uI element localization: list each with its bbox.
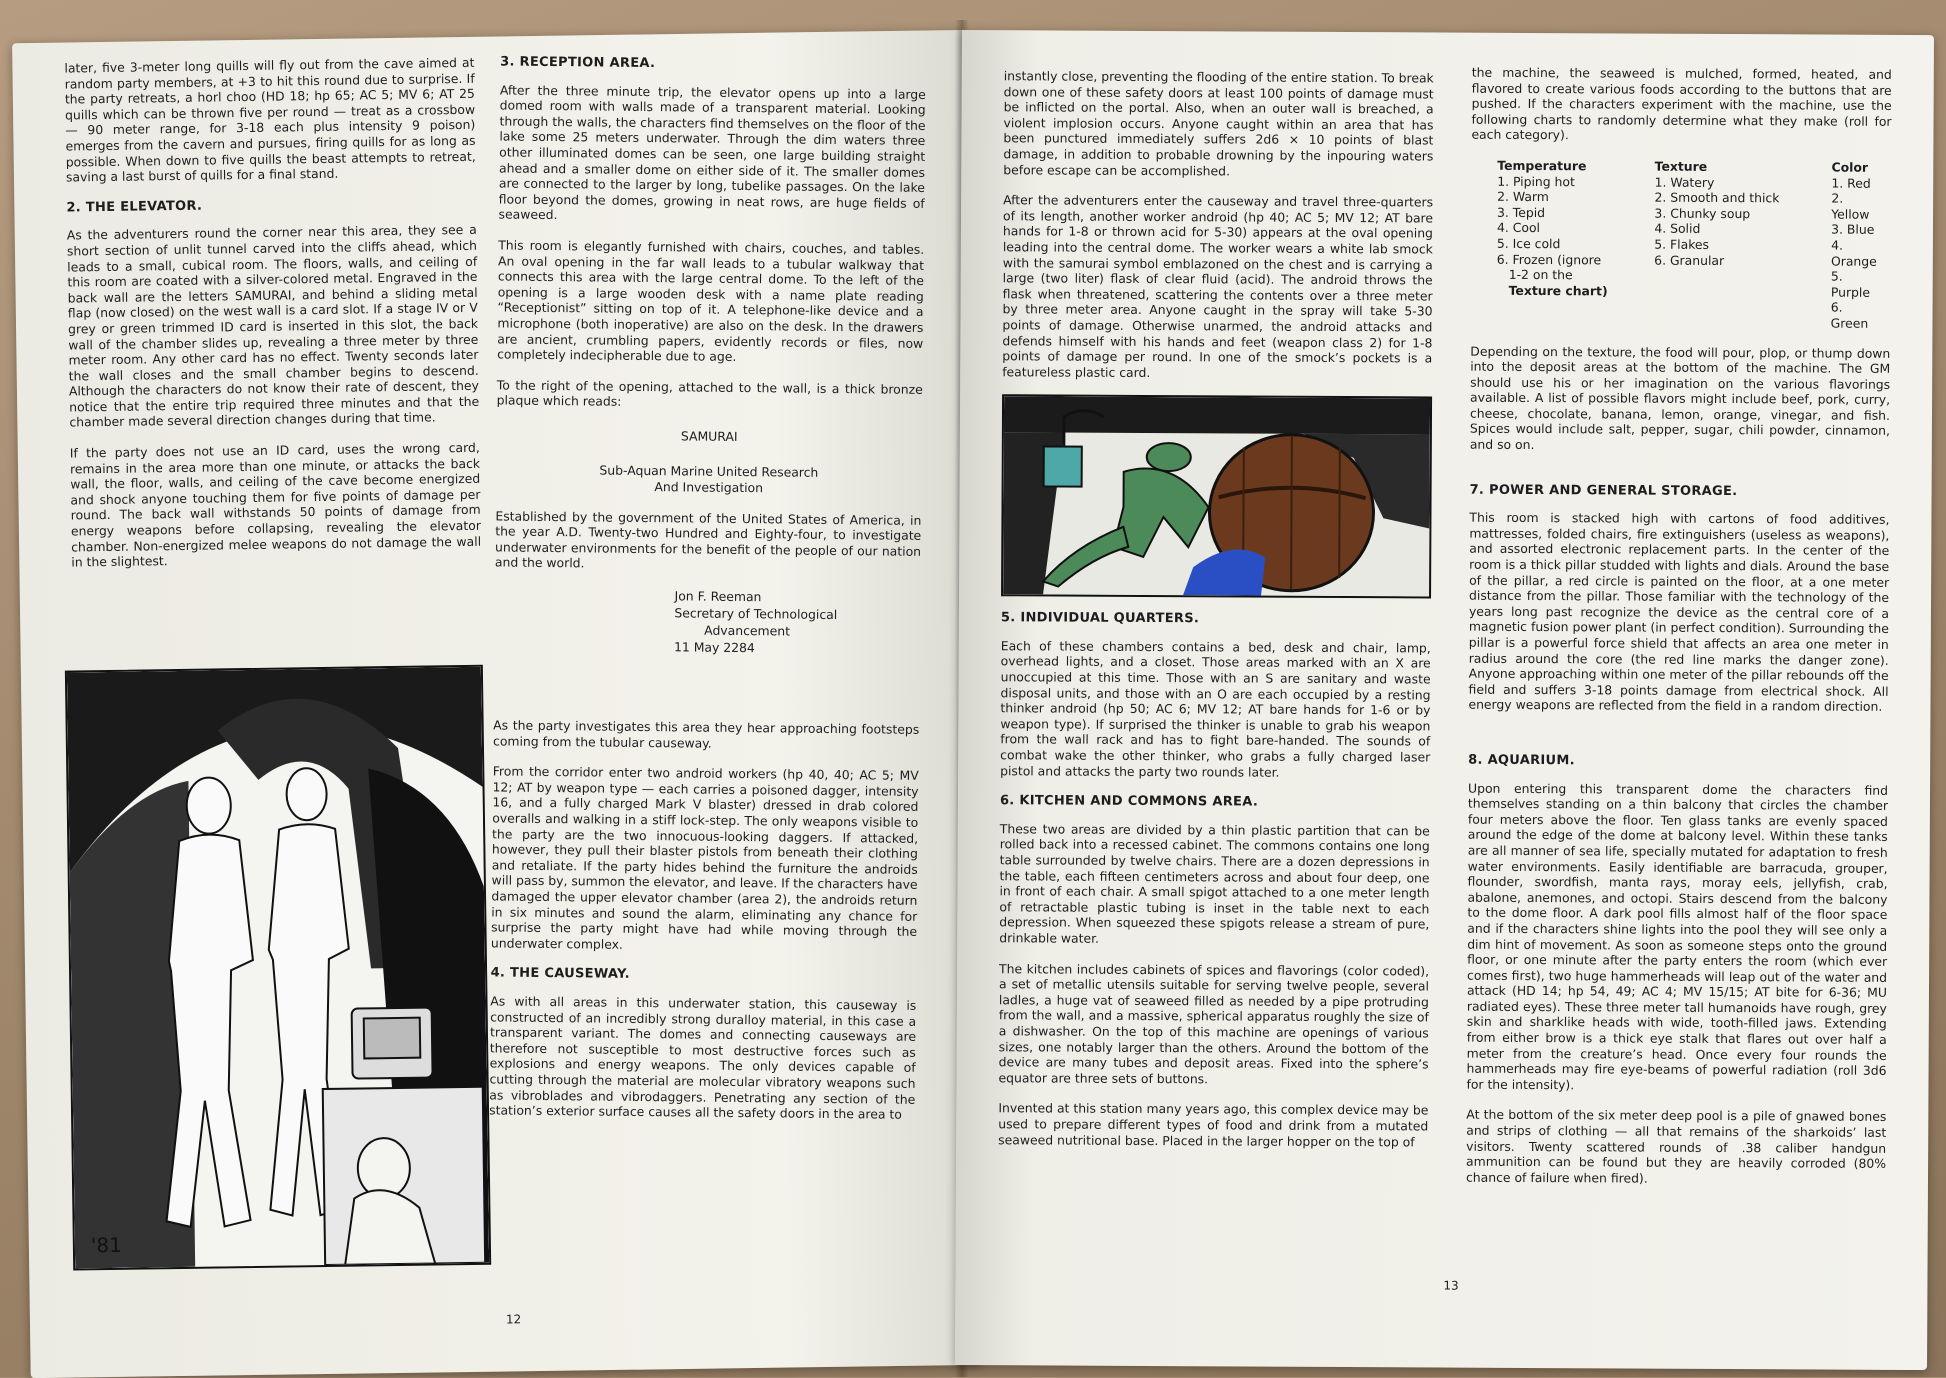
- section-heading-power: 7. POWER AND GENERAL STORAGE.: [1469, 482, 1738, 499]
- paragraph: If the party does not use an ID card, uses the wrong card, remains in the area more than one minute, or attacks the back wall, the floor, walls, and ceiling of the cave become energized and shock anyone touching them for five points of damage per round. The back wall withstands 50 points of damage from energy weapons before collapsing, revealing the elevator chamber. Non-energized melee weapons do not damage the wall in the slightest.: [69, 439, 482, 570]
- paragraph: Invented at this station many years ago, this complex device may be used to prepare different types of food and drink from a mutated seaweed nutritional base. Placed in the larger hopper on the top of: [998, 1100, 1429, 1149]
- paragraph: Upon entering this transparent dome the characters find themselves standing on a thin balcony that circles the chamber four meters above the floor. Ten glass tanks are evenly spaced around the edge of the dome at balcony level. Within these tanks are all manner of sea life, specially mutated for adaptation to fresh water environments. Easily identifiable are barracuda, grouper, flounder, swordfish, manta rays, moray eels, jellyfish, crab, abalone, anemones, and octopi. Stairs descend from the balcony to the dome floor. A dark pool fills almost half of the floor space and if the characters shine lights into the pool they will see only a dim hint of movement. As soon as someone steps onto the ground floor, or one minute after the party enters the room (which ever comes first), two huge hammerheads will leap out of the water and attack (HD 14; hp 54, 49; AC 4; MV 15/15; AT bite for 6-36; MU radiated eyes). These three meter tall humanoids have rough, grey skin and sharklike heads with wide, tooth-filled jaws. Extending from either brow is a thick eye stalk that flares out over half a meter from the creature’s head. Once every four rounds the hammerheads may fire eye-beams of powerful radiation (roll 3d6 for the intensity).: [1466, 780, 1889, 1093]
- chart-entry: 2. Yellow: [1831, 190, 1870, 222]
- paragraph: the machine, the seaweed is mulched, formed, heated, and flavored to create various foods according to the buttons that are pushed. If the characters experiment with the machine, use the following charts to randomly determine what they make (roll for each category).: [1471, 64, 1892, 143]
- bronze-plaque: [496, 426, 923, 497]
- chart-entry: 6. Frozen (ignore: [1496, 251, 1602, 267]
- chart-entry: 4. Cool: [1496, 220, 1541, 236]
- left-page: [12, 30, 981, 1378]
- chart-entry: 6. Green: [1830, 299, 1869, 331]
- right-page-column-2: [1466, 65, 1892, 1203]
- androids-illustration: [65, 665, 491, 1271]
- left-page-column-1: [64, 55, 481, 585]
- temperature-list: [1496, 173, 1654, 330]
- chart-entry: 4. Solid: [1654, 220, 1701, 237]
- signature-date: 11 May 2284: [673, 639, 755, 656]
- chart-entry: 5. Ice cold: [1496, 235, 1561, 252]
- chart-entry: 3. Tepid: [1497, 204, 1546, 220]
- paragraph: This room is elegantly furnished with chairs, couches, and tables. An oval opening in the far wall leads to a tubular walkway that connects this area with the large central dome. To the left of the opening is a large wooden desk with a name plate reading “Receptionist” sitting on top of it. A telephone-like device and a microphone (both inoperative) are also on the desk. In the drawers are ancient, crumbling papers, evidently records or files, now completely indecipherable due to age.: [497, 237, 925, 365]
- signature-title: Secretary of Technological: [674, 605, 838, 623]
- chart-entry: 1. Watery: [1654, 174, 1715, 190]
- plaque-signature: [674, 587, 921, 658]
- paragraph: Each of these chambers contains a bed, desk and chair, lamp, overhead lights, and a closet. Those areas marked with an X are unoccupied at this time. Those with an S are sanitary and waste disposal units, and those with an O are each occupied by a resting thinker android (hp 50; AC 6; MV 12; AT bare hands for 1-6 or by weapon type). If surprised the thinker is unable to grab his weapon from the wall rack and has to fight bare-handed. The sounds of combat wake the other thinker, who grabs a fully charged laser pistol and attacks the party two rounds later.: [1000, 638, 1431, 780]
- paragraph: These two areas are divided by a thin plastic partition that can be rolled back into a recessed cabinet. The commons contains one long table surrounded by twelve chairs. There are a dozen depressions in the table, each fifteen centimeters across and about four deep, one in front of each chair. A small spigot attached to a one meter length of retractable plastic tubing is inset in the table next to each depression. When squeezed these spigots release a stream of pure, drinkable water.: [999, 821, 1430, 946]
- chart-entry: 1. Piping hot: [1497, 173, 1575, 189]
- chart-entry: 2. Warm: [1497, 188, 1549, 205]
- right-page: [955, 30, 1934, 1370]
- kitchen-drawing: [1003, 397, 1430, 597]
- left-page-column-2: [489, 52, 926, 1137]
- page-number: 13: [1443, 1278, 1459, 1293]
- plaque-title: SAMURAI: [680, 428, 738, 444]
- texture-list: [1654, 174, 1832, 331]
- chart-entry: 3. Chunky soup: [1654, 205, 1751, 221]
- paragraph: To the right of the opening, attached to the wall, is a thick bronze plaque which reads:: [496, 377, 923, 410]
- chart-entry: 5. Purple: [1830, 268, 1871, 300]
- chart-entry: 4. Orange: [1830, 237, 1877, 269]
- chart-entry: 5. Flakes: [1654, 236, 1710, 252]
- paragraph: As the adventurers round the corner near this area, they see a short section of unlit tunnel carved into the cliffs ahead, which leads to a small, cubical room. The floors, walls, and ceiling of this room are coated with a silver-colored metal. Engraved in the back wall are the letters SAMURAI, and behind a sliding metal flap (now closed) on the west wall is a card slot. If a stage IV or V grey or green trimmed ID card is inserted in this slot, the back wall of the chamber slides up, revealing a three meter by three meter room. Any other card has no effect. Twenty seconds later the wall closes and the small chamber begins to descend. Although the characters do not know their rate of descent, they notice that the entire trip required three minutes and that the chamber made several direction changes during that time.: [66, 222, 480, 430]
- chart-entry: Texture chart): [1508, 282, 1608, 299]
- signature-name: Jon F. Reeman: [674, 588, 762, 605]
- paragraph: later, five 3-meter long quills will fly out from the cave aimed at random party members, at +3 to hit this round due to surprise. If the party retreats, a horl choo (HD 18; hp 65; AC 5; MV 6; AT 25 quills which can be thrown five per round — treat as a crossbow — 90 meter range, for 3-18 each plus intensity 9 poison) emerges from the cavern and pursues, firing quills for as long as possible. When down to five quills the beast attempts to retreat, saving a last burst of quills for a final stand.: [64, 54, 476, 185]
- chart-header-color: Color: [1831, 159, 1869, 175]
- android-sphere-illustration: [1001, 394, 1432, 598]
- paragraph: After the adventurers enter the causeway and travel three-quarters of its length, another worker android (hp 40; AC 5; MV 12; AT bare hands for 1-8 or thrown acid for 5-30) appears at the oval opening leading into the central dome. The worker wears a white lab smock with the samurai symbol emblazoned on the chest and is carrying a large (two liter) flask of clear fluid (acid). The android throws the flask when threatened, scattering the contents over a three meter by three meter area. Anyone caught in the spray will take 5-30 points of damage. Otherwise unarmed, the android attacks and defends himself with his hands and feet (weapon class 2) for 1-8 points of damage per round. In one of the smock’s pockets is a featureless plastic card.: [1002, 192, 1434, 380]
- chart-entry: 1-2 on the: [1508, 266, 1573, 283]
- paragraph: This room is stacked high with cartons of food additives, mattresses, folded chairs, fire extinguishers (useless as weapons), and assorted electronic replacement parts. In the center of the room is a thick pillar studded with lights and dials. Around the base of the pillar, a red circle is painted on the floor, at a one meter distance from the pillar. Those familiar with the technology of the years long past recognize the device as the central core of a magnetic fusion power plant (in perfect condition). Surrounding the pillar is a powerful force shield that affects an area one meter in radius around the core (the red line marks the danger zone). Anyone approaching within one meter of the pillar rebounds off the field and suffers 3-18 points damage from electrical shock. All energy weapons are reflected from the field in a random direction.: [1468, 509, 1890, 715]
- signature-title: Advancement: [704, 622, 791, 639]
- paragraph: After the three minute trip, the elevator opens up into a large domed room with walls made of a transparent material. Looking through the walls, the characters find themselves on the floor of the lake some 25 meters underwater. Through the dim waters three other illuminated domes can be seen, one large building straight ahead and a smaller dome on either side of it. The smaller domes are connected to the larger by long, tubelike passages. On the lake floor beyond the domes, growing in neat rows, are huge fields of seaweed.: [498, 82, 926, 223]
- chart-header-temperature: Temperature: [1497, 157, 1587, 174]
- food-machine-chart: [1496, 158, 1891, 332]
- chart-entry: 3. Blue: [1831, 221, 1875, 238]
- section-heading-quarters: 5. INDIVIDUAL QUARTERS.: [1000, 610, 1200, 627]
- paragraph: As the party investigates this area they hear approaching footsteps coming from the tubular causeway.: [492, 717, 920, 751]
- section-heading-reception: 3. RECEPTION AREA.: [500, 54, 656, 72]
- plaque-line: Sub-Aquan Marine United Research: [599, 462, 819, 481]
- chart-entry: 2. Smooth and thick: [1654, 189, 1780, 206]
- paragraph: The kitchen includes cabinets of spices and flavorings (color coded), a set of metallic utensils suitable for serving twelve people, several ladles, a huge vat of seaweed filled as needed by a pipe protruding from the wall, and a massive, spherical apparatus roughly the size of a dishwasher. On the top of this machine are openings of various sizes, one notably larger than the others. Around the bottom of the device are many tubes and deposit areas. Fixed into the sphere’s equator are three sets of buttons.: [998, 960, 1430, 1087]
- illustration-signature: '81: [90, 1232, 123, 1258]
- chart-header-texture: Texture: [1654, 158, 1708, 174]
- paragraph: At the bottom of the six meter deep pool is a pile of gnawed bones and strips of clothing — all that remains of the sharkoids’ last visitors. Twenty scattered rounds of .38 caliber handgun ammunition can be found but they are heavily corroded (80% chance of failure when fired).: [1465, 1107, 1887, 1186]
- plaque-line: And Investigation: [654, 479, 764, 496]
- paragraph: As with all areas in this underwater station, this causeway is constructed of an incredibly strong duralloy material, in this case a transparent variant. The domes and connecting causeways are therefore not susceptible to most destructive forces such as explosions and energy weapons. The only devices capable of cutting through the material are molecular vibratory weapons such as vibroblades and vibrodaggers. Penetrating any section of the station’s exterior surface causes all the safety doors in the area to: [489, 993, 917, 1122]
- paragraph: Depending on the texture, the food will pour, plop, or thump down into the deposit areas at the bottom of the machine. The GM should use his or her imagination on the various flavorings available. A list of possible flavors might include beef, pork, curry, cheese, chocolate, banana, lemon, orange, vinegar, and fish. Spices would include salt, pepper, sugar, chili powder, cinnamon, and so on.: [1469, 343, 1891, 453]
- plaque-body: Established by the government of the United States of America, in the year A.D. Twenty-two Hundred and Eighty-four, to investigate underwater environments for the benefit of the people of our nation and the world.: [494, 508, 922, 571]
- androids-drawing: [67, 667, 489, 1269]
- page-number: 12: [505, 1312, 522, 1327]
- section-heading-causeway: 4. THE CAUSEWAY.: [490, 965, 630, 983]
- right-page-column-1: [998, 68, 1434, 1164]
- color-list: [1831, 175, 1892, 331]
- paragraph: From the corridor enter two android workers (hp 40, 40; AC 5; MV 12; AT by weapon type — each carries a poisoned dagger, intensity 16, and a fully charged Mark V blaster) dressed in drab colored overalls and walking in a stiff lock-step. The only weapons visible to the party are the two innocuous-looking daggers. If attacked, however, they pull their blaster pistols from beneath their clothing and retaliate. If the party hides behind the furniture the androids will pass by, summon the elevator, and leave. If the characters have damaged the upper elevator chamber (area 2), the androids return in six minutes and sound the alarm, eliminating any chance for surprise the party might have had while moving through the underwater complex.: [490, 763, 919, 952]
- section-heading-kitchen: 6. KITCHEN AND COMMONS AREA.: [999, 793, 1259, 810]
- chart-entry: 1. Red: [1831, 175, 1871, 191]
- chart-entry: 6. Granular: [1654, 252, 1725, 268]
- section-heading-aquarium: 8. AQUARIUM.: [1468, 752, 1575, 769]
- section-heading-elevator: 2. THE ELEVATOR.: [66, 198, 203, 216]
- paragraph: instantly close, preventing the flooding of the entire station. To break down one of these safety doors at least 100 points of damage must be inflicted on the portal. Also, when an outer wall is breached, a violent implosion occurs. Anyone caught within an area that has been punctured immediately suffers 2d6 × 10 points of blast damage, in addition to probable drowning by the inpouring waters before escape can be accomplished.: [1003, 68, 1434, 178]
